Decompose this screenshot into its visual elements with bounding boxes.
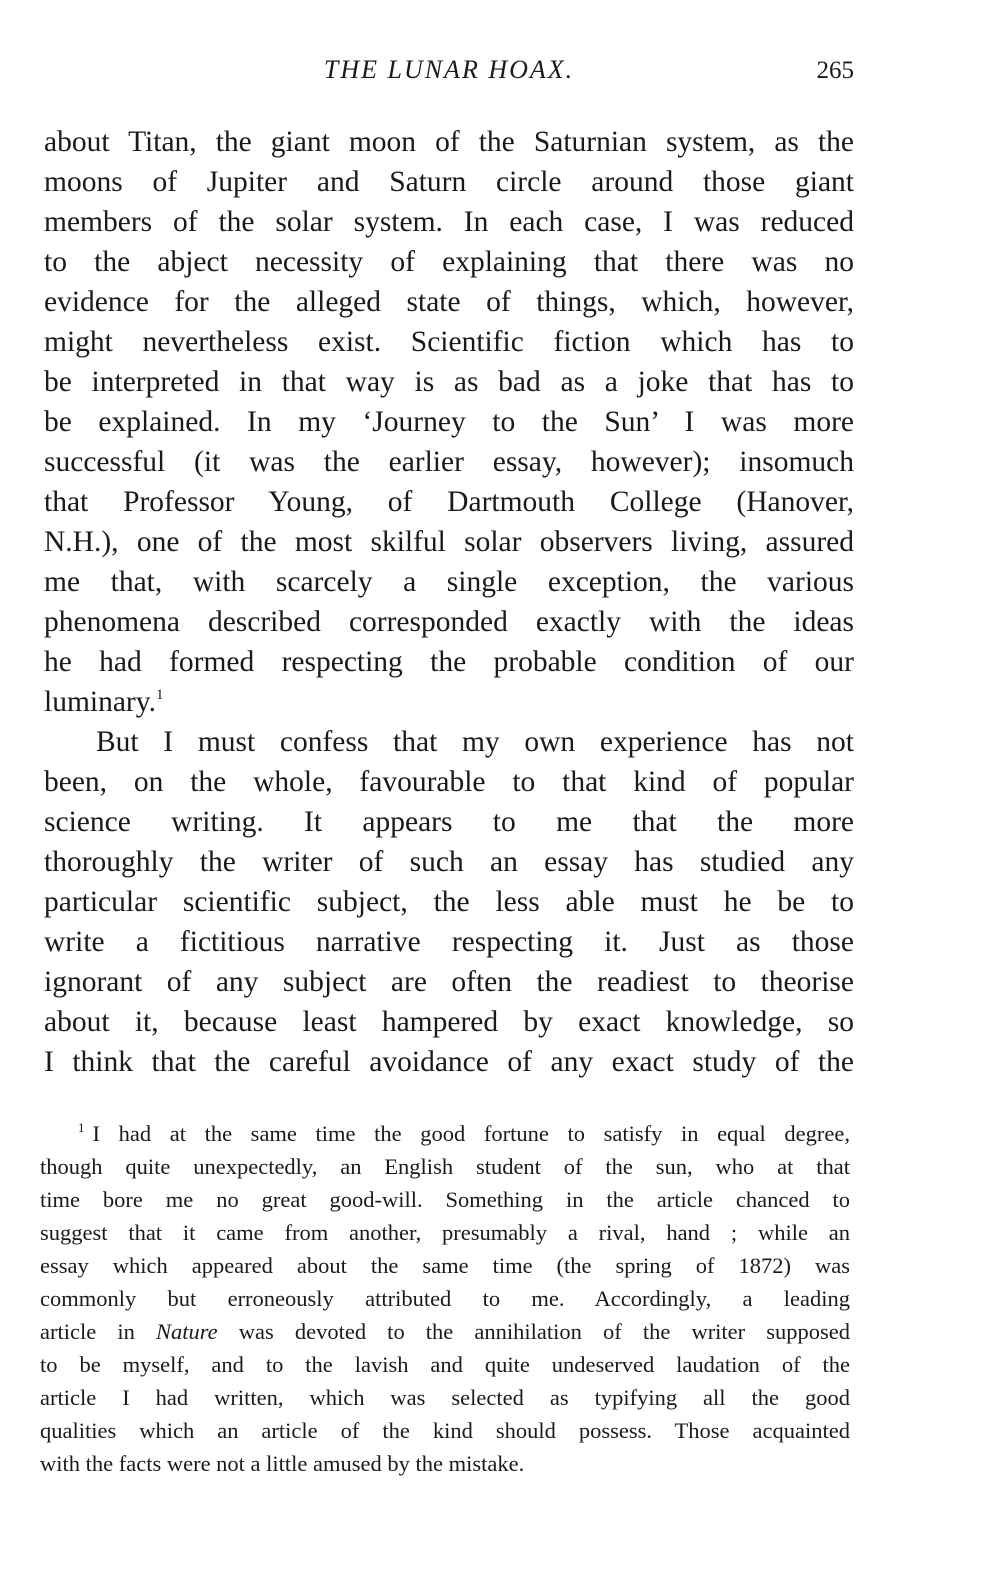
footnote-line: though quite unexpectedly, an English student of the sun, who at that xyxy=(40,1154,850,1179)
text-line: might nevertheless exist. Scientific fiction which has to xyxy=(44,326,854,358)
text-line: I think that the careful avoidance of any exact study of the xyxy=(44,1046,854,1078)
journal-title: Nature xyxy=(155,1319,218,1344)
footnote-line: suggest that it came from another, presumably a rival, hand ; while an xyxy=(40,1220,850,1245)
footnote-line-content: I had at the same time the good fortune to satisfy in equal degree, xyxy=(92,1121,850,1146)
footnote-line xyxy=(40,1117,850,1150)
text-line: thoroughly the writer of such an essay has studied any xyxy=(44,846,854,878)
footnote-line-prefix: article in xyxy=(40,1319,135,1344)
text-line: about Titan, the giant moon of the Saturnian system, as the xyxy=(44,126,854,158)
text-line: particular scientific subject, the less able must he be to xyxy=(44,886,854,918)
text-line: successful (it was the earlier essay, however); insomuch xyxy=(44,446,854,478)
footnote-line: with the facts were not a little amused by the mistake. xyxy=(40,1451,525,1476)
text-line: he had formed respecting the probable condition of our xyxy=(44,646,854,678)
footnote-line-content: was devoted to the annihilation of the writer supposed xyxy=(238,1319,851,1344)
text-line xyxy=(44,682,854,722)
text-line: evidence for the alleged state of things, which, however, xyxy=(44,286,854,318)
text-line: ignorant of any subject are often the readiest to theorise xyxy=(44,966,854,998)
text-line: phenomena described corresponded exactly with the ideas xyxy=(44,606,854,638)
running-header xyxy=(44,55,854,91)
text-line: that Professor Young, of Dartmouth College (Hanover, xyxy=(44,486,854,518)
footnote-line: essay which appeared about the same time (the spring of 1872) was xyxy=(40,1253,850,1278)
footnote xyxy=(40,1117,850,1480)
footnote-line xyxy=(40,1315,850,1348)
text-line: me that, with scarcely a single exception, the various xyxy=(44,566,854,598)
text-line: science writing. It appears to me that the more xyxy=(44,806,854,838)
footnote-marker: 1 xyxy=(78,1120,85,1135)
footnote-line: commonly but erroneously attributed to me. Accordingly, a leading xyxy=(40,1286,850,1311)
body-text xyxy=(44,122,854,1082)
text-line: moons of Jupiter and Saturn circle around those giant xyxy=(44,166,854,198)
footnote-line: to be myself, and to the lavish and quite undeserved laudation of the xyxy=(40,1352,850,1377)
text-line: to the abject necessity of explaining that there was no xyxy=(44,246,854,278)
text-line: But I must confess that my own experience has not xyxy=(96,726,854,758)
footnote-line: time bore me no great good-will. Something in the article chanced to xyxy=(40,1187,850,1212)
footnote-line: article I had written, which was selected as typifying all the good xyxy=(40,1385,850,1410)
text-line: about it, because least hampered by exact knowledge, so xyxy=(44,1006,854,1038)
text-line-content: luminary. xyxy=(44,686,156,718)
text-line: be interpreted in that way is as bad as a joke that has to xyxy=(44,366,854,398)
text-line: members of the solar system. In each case, I was reduced xyxy=(44,206,854,238)
footnote-line: qualities which an article of the kind should possess. Those acquainted xyxy=(40,1418,850,1443)
footnote-reference: 1 xyxy=(155,687,164,703)
running-title: THE LUNAR HOAX. xyxy=(323,55,575,84)
text-line: N.H.), one of the most skilful solar observers living, assured xyxy=(44,526,854,558)
text-line: been, on the whole, favourable to that kind of popular xyxy=(44,766,854,798)
text-line: be explained. In my ‘Journey to the Sun’ I was more xyxy=(44,406,854,438)
text-line: write a fictitious narrative respecting it. Just as those xyxy=(44,926,854,958)
page-number: 265 xyxy=(816,57,854,84)
